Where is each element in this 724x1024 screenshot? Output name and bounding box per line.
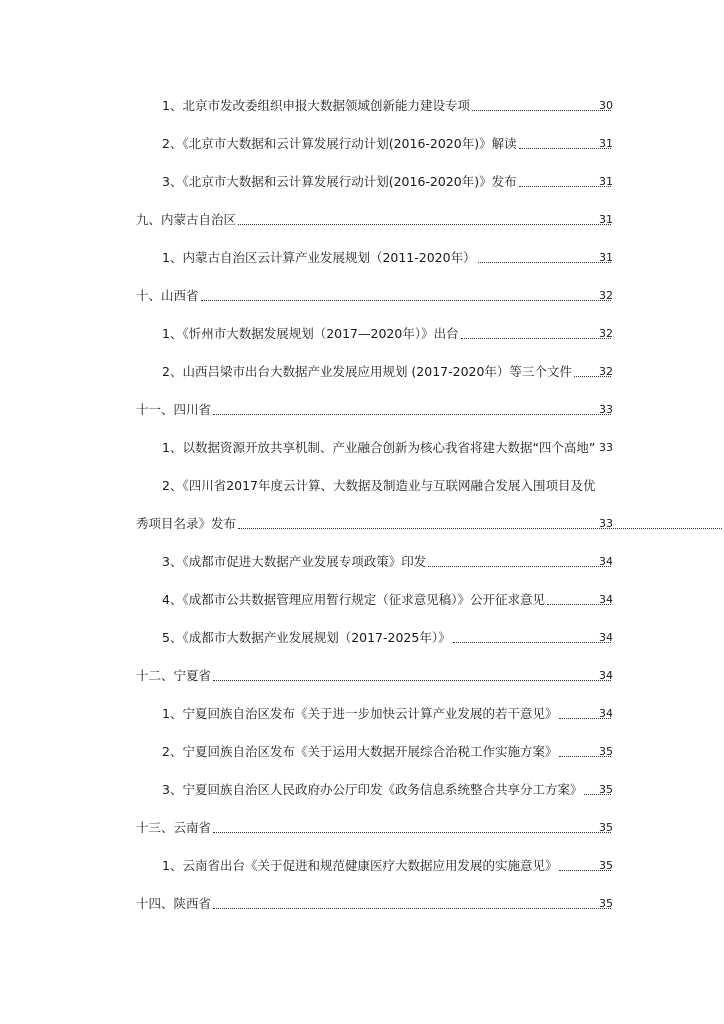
toc-page-number: 35 — [599, 859, 613, 872]
toc-entry[interactable] — [0, 125, 724, 163]
toc-entry-title: 2、《北京市大数据和云计算发展行动计划(2016-2020年)》解读 — [162, 136, 517, 151]
toc-leader-dots — [461, 337, 611, 339]
toc-entry-title: 九、内蒙古自治区 — [136, 212, 237, 227]
toc-page-number: 32 — [599, 327, 613, 340]
toc-page-number: 34 — [599, 707, 613, 720]
toc-entry[interactable] — [0, 163, 724, 201]
toc-entry[interactable] — [0, 467, 724, 505]
toc-entry[interactable] — [0, 543, 724, 581]
toc-page-number: 32 — [599, 365, 613, 378]
toc-entry[interactable] — [0, 847, 724, 885]
toc-entry-title: 1、云南省出台《关于促进和规范健康医疗大数据应用发展的实施意见》 — [162, 858, 558, 873]
toc-leader-dots — [238, 223, 611, 225]
toc-leader-dots — [213, 413, 611, 415]
toc-entry-title: 十、山西省 — [136, 288, 199, 303]
toc-page-number: 35 — [599, 745, 613, 758]
toc-page-number: 35 — [599, 783, 613, 796]
toc-entry-title: 4、《成都市公共数据管理应用暂行规定（征求意见稿）》公开征求意见 — [162, 592, 545, 607]
toc-entry-title: 十一、四川省 — [136, 402, 212, 417]
toc-page-number: 33 — [599, 517, 613, 530]
toc-entry[interactable] — [0, 733, 724, 771]
toc-entry[interactable] — [0, 353, 724, 391]
toc-entry-title: 秀项目名录》发布 — [136, 516, 237, 531]
toc-entry-title: 十三、云南省 — [136, 820, 212, 835]
toc-leader-dots — [478, 261, 611, 263]
toc-section-heading[interactable] — [0, 391, 724, 429]
toc-page-number: 35 — [599, 897, 613, 910]
toc-page-number: 31 — [599, 213, 613, 226]
toc-leader-dots — [428, 565, 611, 567]
toc-leader-dots — [201, 299, 611, 301]
toc-page-number: 34 — [599, 669, 613, 682]
toc-page-number: 30 — [599, 99, 613, 112]
toc-page-number: 33 — [599, 441, 613, 454]
toc-leader-dots — [238, 527, 722, 529]
toc-entry-title: 1、北京市发改委组织申报大数据领域创新能力建设专项 — [162, 98, 470, 113]
toc-entry-title: 1、宁夏回族自治区发布《关于进一步加快云计算产业发展的若干意见》 — [162, 706, 558, 721]
toc-entry-title: 2、宁夏回族自治区发布《关于运用大数据开展综合治税工作实施方案》 — [162, 744, 558, 759]
toc-section-heading[interactable] — [0, 809, 724, 847]
toc-page-number: 33 — [599, 403, 613, 416]
toc-entry-title: 十四、陕西省 — [136, 896, 212, 911]
toc-page-number: 34 — [599, 593, 613, 606]
toc-section-heading[interactable] — [0, 201, 724, 239]
toc-page-number: 31 — [599, 137, 613, 150]
toc-page-number: 32 — [599, 289, 613, 302]
table-of-contents — [0, 87, 724, 923]
toc-entry[interactable] — [0, 619, 724, 657]
toc-entry-title: 1、内蒙古自治区云计算产业发展规划（2011-2020年） — [162, 250, 476, 265]
toc-entry[interactable] — [0, 771, 724, 809]
toc-page-number: 35 — [599, 821, 613, 834]
toc-entry[interactable] — [0, 315, 724, 353]
toc-leader-dots — [453, 641, 611, 643]
toc-entry-title: 3、《成都市促进大数据产业发展专项政策》印发 — [162, 554, 427, 569]
toc-entry-title: 2、山西吕梁市出台大数据产业发展应用规划 (2017-2020年）等三个文件 — [162, 364, 572, 379]
toc-entry[interactable] — [0, 581, 724, 619]
toc-leader-dots — [472, 109, 611, 111]
toc-entry[interactable] — [0, 429, 724, 467]
toc-entry[interactable] — [0, 87, 724, 125]
toc-leader-dots — [213, 907, 611, 909]
toc-page-number: 34 — [599, 631, 613, 644]
toc-section-heading[interactable] — [0, 657, 724, 695]
toc-entry-title: 5、《成都市大数据产业发展规划（2017-2025年）》 — [162, 630, 451, 645]
toc-entry-title: 1、《忻州市大数据发展规划（2017—2020年）》出台 — [162, 326, 459, 341]
toc-entry-continuation[interactable] — [0, 505, 724, 543]
toc-entry-title: 2、《四川省2017年度云计算、大数据及制造业与互联网融合发展入围项目及优 — [162, 478, 596, 493]
toc-leader-dots — [213, 831, 611, 833]
toc-entry-title: 3、《北京市大数据和云计算发展行动计划(2016-2020年)》发布 — [162, 174, 517, 189]
toc-page-number: 31 — [599, 251, 613, 264]
toc-section-heading[interactable] — [0, 885, 724, 923]
toc-entry[interactable] — [0, 695, 724, 733]
toc-entry-title: 1、以数据资源开放共享机制、产业融合创新为核心我省将建大数据“四个高地” — [162, 440, 596, 455]
toc-entry-title: 十二、宁夏省 — [136, 668, 212, 683]
toc-section-heading[interactable] — [0, 277, 724, 315]
toc-page-number: 34 — [599, 555, 613, 568]
toc-entry[interactable] — [0, 239, 724, 277]
toc-page-number: 31 — [599, 175, 613, 188]
toc-entry-title: 3、宁夏回族自治区人民政府办公厅印发《政务信息系统整合共享分工方案》 — [162, 782, 583, 797]
toc-leader-dots — [213, 679, 611, 681]
